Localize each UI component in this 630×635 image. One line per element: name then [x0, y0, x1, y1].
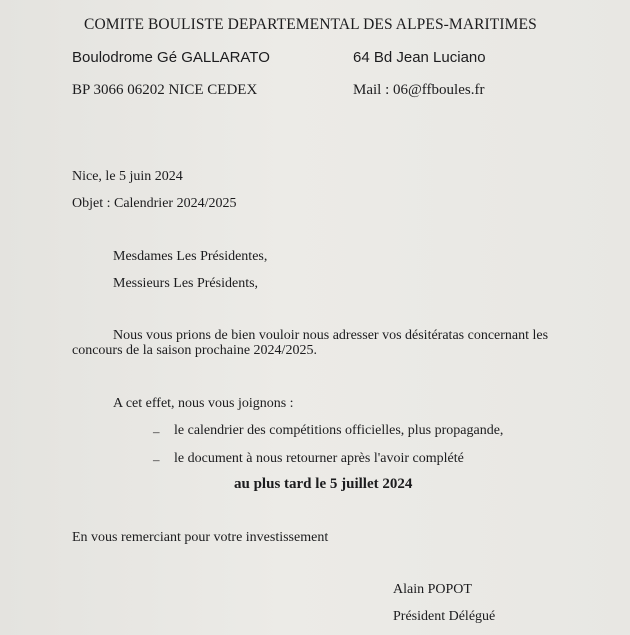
signatory-name: Alain POPOT — [393, 582, 472, 597]
salutation-presidents: Messieurs Les Présidents, — [113, 276, 259, 291]
street-address: 64 Bd Jean Luciano — [353, 49, 486, 66]
list-item: le calendrier des compétitions officielles, plus propagande, — [174, 423, 504, 438]
place-date: Nice, le 5 juin 2024 — [72, 169, 183, 184]
organisation-title: COMITE BOULISTE DEPARTEMENTAL DES ALPES-MARITIMES — [84, 16, 537, 33]
paragraph-line-1: Nous vous prions de bien vouloir nous adresser vos désitératas concernant les — [113, 328, 549, 343]
attachments-intro: A cet effet, nous vous joignons : — [113, 396, 294, 411]
list-item: le document à nous retourner après l'avoir complété — [174, 451, 464, 466]
postal-address: BP 3066 06202 NICE CEDEX — [72, 82, 258, 98]
list-marker: – — [153, 452, 160, 467]
closing-line: En vous remerciant pour votre investissement — [72, 530, 329, 545]
paragraph-line-2: concours de la saison prochaine 2024/2025. — [72, 343, 317, 358]
signatory-title: Président Délégué — [393, 609, 496, 624]
subject-line: Objet : Calendrier 2024/2025 — [72, 196, 237, 211]
list-marker: – — [153, 424, 160, 439]
mail-address: Mail : 06@ffboules.fr — [353, 82, 485, 98]
salutation-presidentes: Mesdames Les Présidentes, — [113, 249, 268, 264]
venue-name: Boulodrome Gé GALLARATO — [72, 49, 270, 66]
deadline: au plus tard le 5 juillet 2024 — [234, 476, 413, 492]
